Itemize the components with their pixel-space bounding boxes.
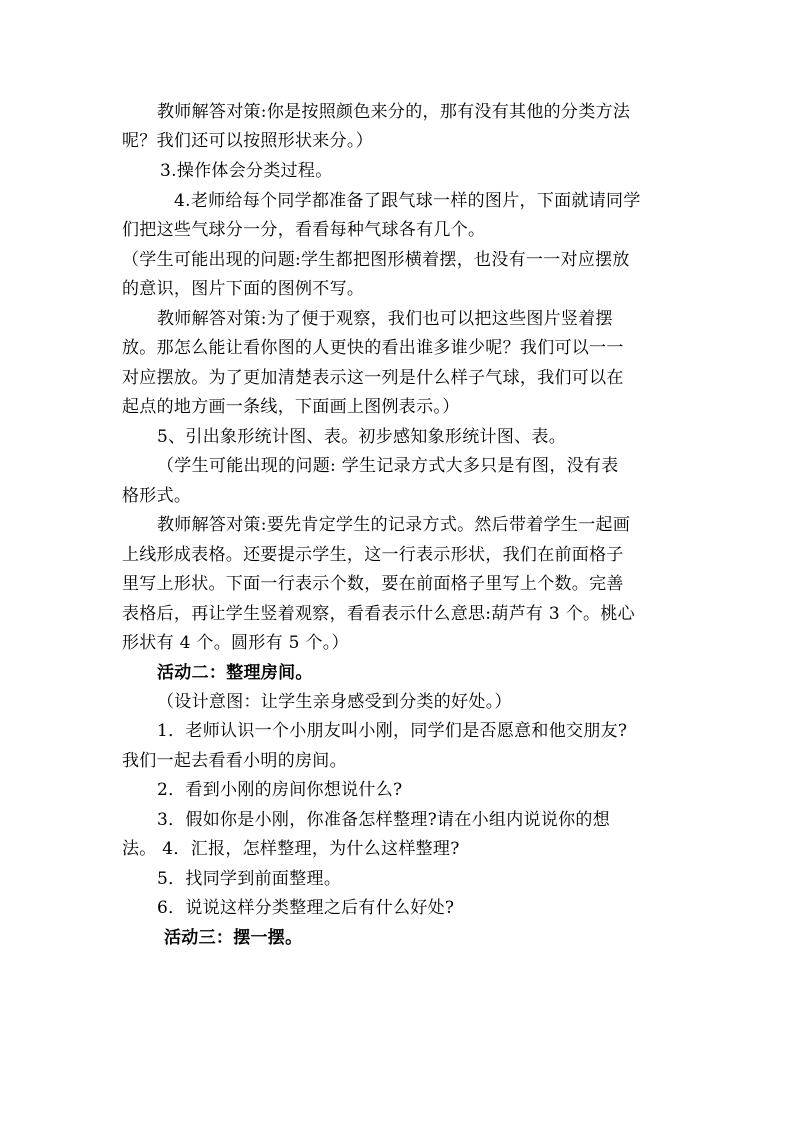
paragraph-line: 法。 4．汇报，怎样整理，为什么这样整理? [122,839,460,859]
paragraph-line: 起点的地方画一条线，下面画上图例表示。） [122,397,460,417]
paragraph-line: 表格后，再让学生竖着观察，看看表示什么意思:葫芦有 3 个。桃心 [122,604,635,624]
paragraph-line: 5．找同学到前面整理。 [157,869,342,889]
paragraph-line: 1．老师认识一个小朋友叫小刚，同学们是否愿意和他交朋友? [157,721,628,741]
paragraph-line: 3.操作体会分类过程。 [160,161,333,181]
paragraph-line: 教师解答对策:为了便于观察，我们也可以把这些图片竖着摆 [157,309,613,329]
paragraph-line: 教师解答对策:要先肯定学生的记录方式。然后带着学生一起画 [157,515,631,535]
paragraph-line: 6．说说这样分类整理之后有什么好处? [157,898,455,918]
paragraph-line: 上线形成表格。还要提示学生，这一行表示形状，我们在前面格子 [122,545,624,565]
section-heading: 活动二：整理房间。 [157,663,313,683]
paragraph-line: （设计意图：让学生亲身感受到分类的好处。） [157,692,512,712]
paragraph-line: 放。那怎么能让看你图的人更快的看出谁多谁少呢？我们可以一一 [122,338,624,358]
paragraph-line: 2．看到小刚的房间你想说什么? [157,780,403,800]
paragraph-line: 呢？我们还可以按照形状来分。） [122,131,373,151]
paragraph-line: 们把这些气球分一分，看看每种气球各有几个。 [122,220,486,240]
paragraph-line: 3．假如你是小刚，你准备怎样整理?请在小组内说说你的想 [157,810,611,830]
paragraph-line: 教师解答对策:你是按照颜色来分的，那有没有其他的分类方法 [157,102,631,122]
section-heading: 活动三：摆一摆。 [164,928,303,948]
paragraph-line: （学生可能出现的问题: 学生记录方式大多只是有图，没有表 [157,456,619,476]
paragraph-line: 形状有 4 个。圆形有 5 个。） [122,633,349,653]
paragraph-line: 格形式。 [122,486,192,506]
paragraph-line: 对应摆放。为了更加清楚表示这一列是什么样子气球，我们可以在 [122,368,624,388]
paragraph-line: 里写上形状。下面一行表示个数，要在前面格子里写上个数。完善 [122,574,624,594]
paragraph-line: 我们一起去看看小明的房间。 [122,751,347,771]
paragraph-line: 的意识，图片下面的图例不写。 [122,279,365,299]
paragraph-line: 5、引出象形统计图、表。初步感知象形统计图、表。 [157,427,567,447]
paragraph-line: （学生可能出现的问题:学生都把图形横着摆，也没有一一对应摆放 [122,250,630,270]
paragraph-line: 4.老师给每个同学都准备了跟气球一样的图片，下面就请同学 [174,191,641,211]
